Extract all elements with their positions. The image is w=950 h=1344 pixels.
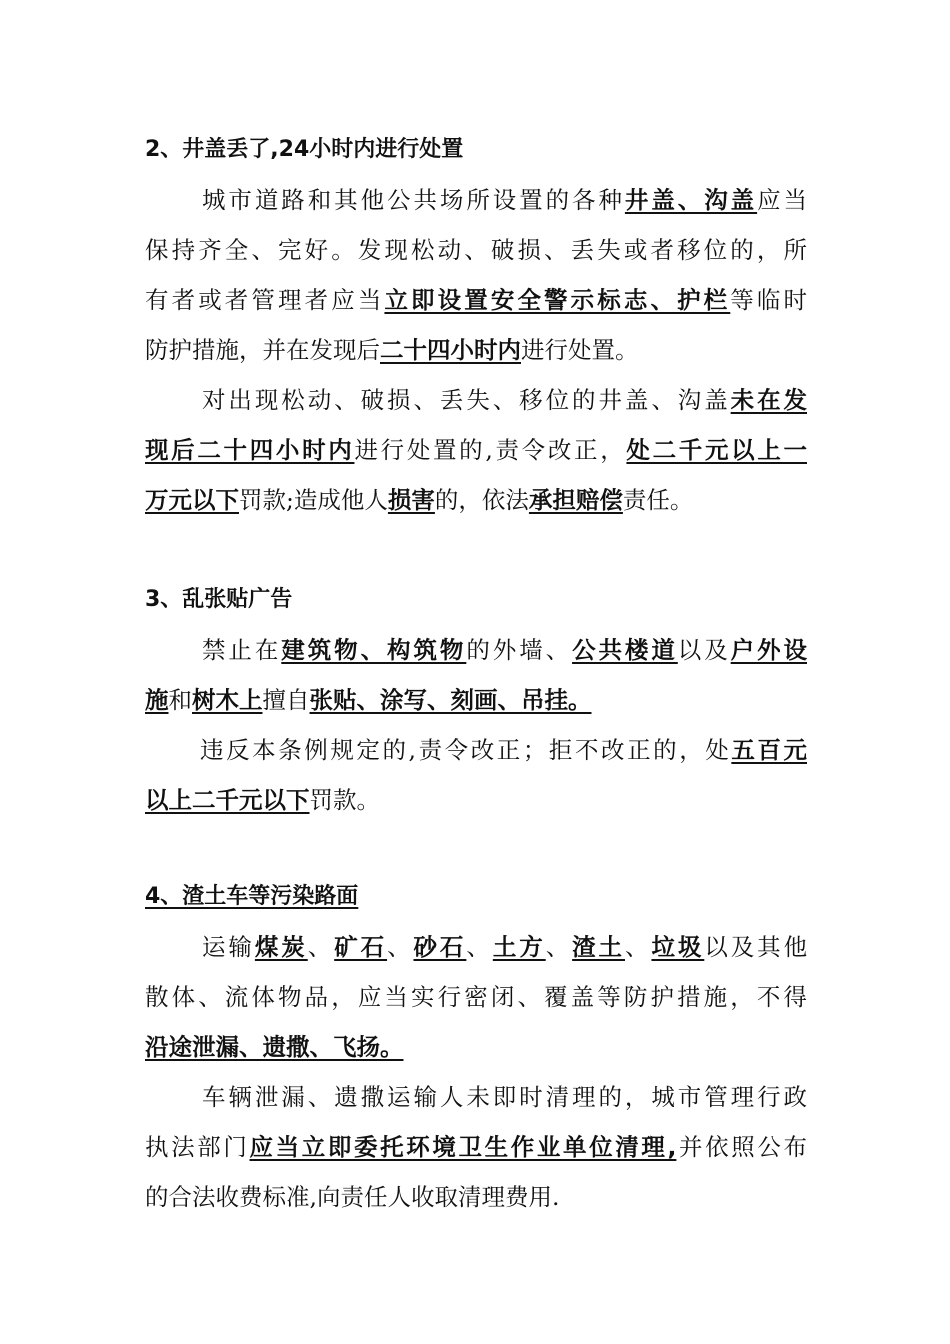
emphasis-text: 现后二十四小时内 <box>145 436 355 464</box>
paragraph-line: 防护措施，并在发现后二十四小时内进行处置。 <box>145 336 639 364</box>
paragraph-line: 车辆泄漏、遗撒运输人未即时清理的，城市管理行政 <box>202 1083 807 1111</box>
emphasis-text: 公共楼道 <box>572 636 678 664</box>
paragraph-line: 城市道路和其他公共场所设置的各种井盖、沟盖应当 <box>202 186 807 214</box>
emphasis-text: 处二千元以上一 <box>626 436 807 464</box>
paragraph-line: 施和树木上擅自张贴、涂写、刻画、吊挂。 <box>145 686 592 714</box>
paragraph-line: 以上二千元以下罚款。 <box>145 786 380 814</box>
paragraph-line: 的合法收费标准,向责任人收取清理费用. <box>145 1183 560 1211</box>
paragraph-line <box>145 1023 807 1071</box>
section-heading-2: 2、井盖丢了,24小时内进行处置 <box>145 137 464 162</box>
emphasis-text: 应当立即委托环境卫生作业单位清理, <box>249 1133 677 1161</box>
paragraph-line: 禁止在建筑物、构筑物的外墙、公共楼道以及户外设 <box>202 636 807 664</box>
paragraph-line: 违反本条例规定的,责令改正；拒不改正的，处五百元 <box>200 736 807 764</box>
emphasis-text: 沿途泄漏、遗撒、飞扬。 <box>145 1033 404 1061</box>
emphasis-text: 承担赔偿 <box>528 486 623 514</box>
emphasis-text: 张贴、涂写、刻画、吊挂。 <box>309 686 592 714</box>
emphasis-text: 土方 <box>492 933 546 961</box>
paragraph-line: 保持齐全、完好。发现松动、破损、丢失或者移位的，所 <box>145 236 807 264</box>
emphasis-text: 万元以下 <box>145 486 239 514</box>
emphasis-text: 以上二千元以下 <box>145 786 310 814</box>
emphasis-text: 矿石 <box>334 933 388 961</box>
emphasis-text: 五百元 <box>731 736 807 764</box>
paragraph-line: 有者或者管理者应当立即设置安全警示标志、护栏等临时 <box>145 286 807 314</box>
emphasis-text: 井盖、沟盖 <box>624 186 758 214</box>
emphasis-text: 树木上 <box>192 686 263 714</box>
section-heading-4: 4、渣土车等污染路面 <box>145 884 359 909</box>
paragraph-line: 对出现松动、破损、丢失、移位的井盖、沟盖未在发 <box>202 386 807 414</box>
emphasis-text: 煤炭 <box>254 933 308 961</box>
paragraph-line: 执法部门应当立即委托环境卫生作业单位清理,并依照公布 <box>145 1133 807 1161</box>
emphasis-text: 砂石 <box>413 933 467 961</box>
paragraph-line: 万元以下罚款;造成他人损害的，依法承担赔偿责任。 <box>145 486 694 514</box>
emphasis-text: 渣土 <box>572 933 625 961</box>
emphasis-text: 立即设置安全警示标志、护栏 <box>384 286 731 314</box>
emphasis-text: 垃圾 <box>651 933 705 961</box>
paragraph-line: 现后二十四小时内进行处置的,责令改正，处二千元以上一 <box>145 436 807 464</box>
emphasis-text: 施 <box>145 686 169 714</box>
emphasis-text: 损害 <box>387 486 435 514</box>
emphasis-text: 未在发 <box>730 386 807 414</box>
emphasis-text: 二十四小时内 <box>380 336 521 364</box>
emphasis-text: 建筑物、构筑物 <box>281 636 467 664</box>
emphasis-text: 户外设 <box>730 636 807 664</box>
section-heading-3: 3、乱张贴广告 <box>145 587 293 612</box>
paragraph-line: 运输煤炭、矿石、砂石、土方、渣土、垃圾以及其他 <box>202 933 807 961</box>
paragraph-line: 散体、流体物品，应当实行密闭、覆盖等防护措施，不得 <box>145 983 807 1011</box>
